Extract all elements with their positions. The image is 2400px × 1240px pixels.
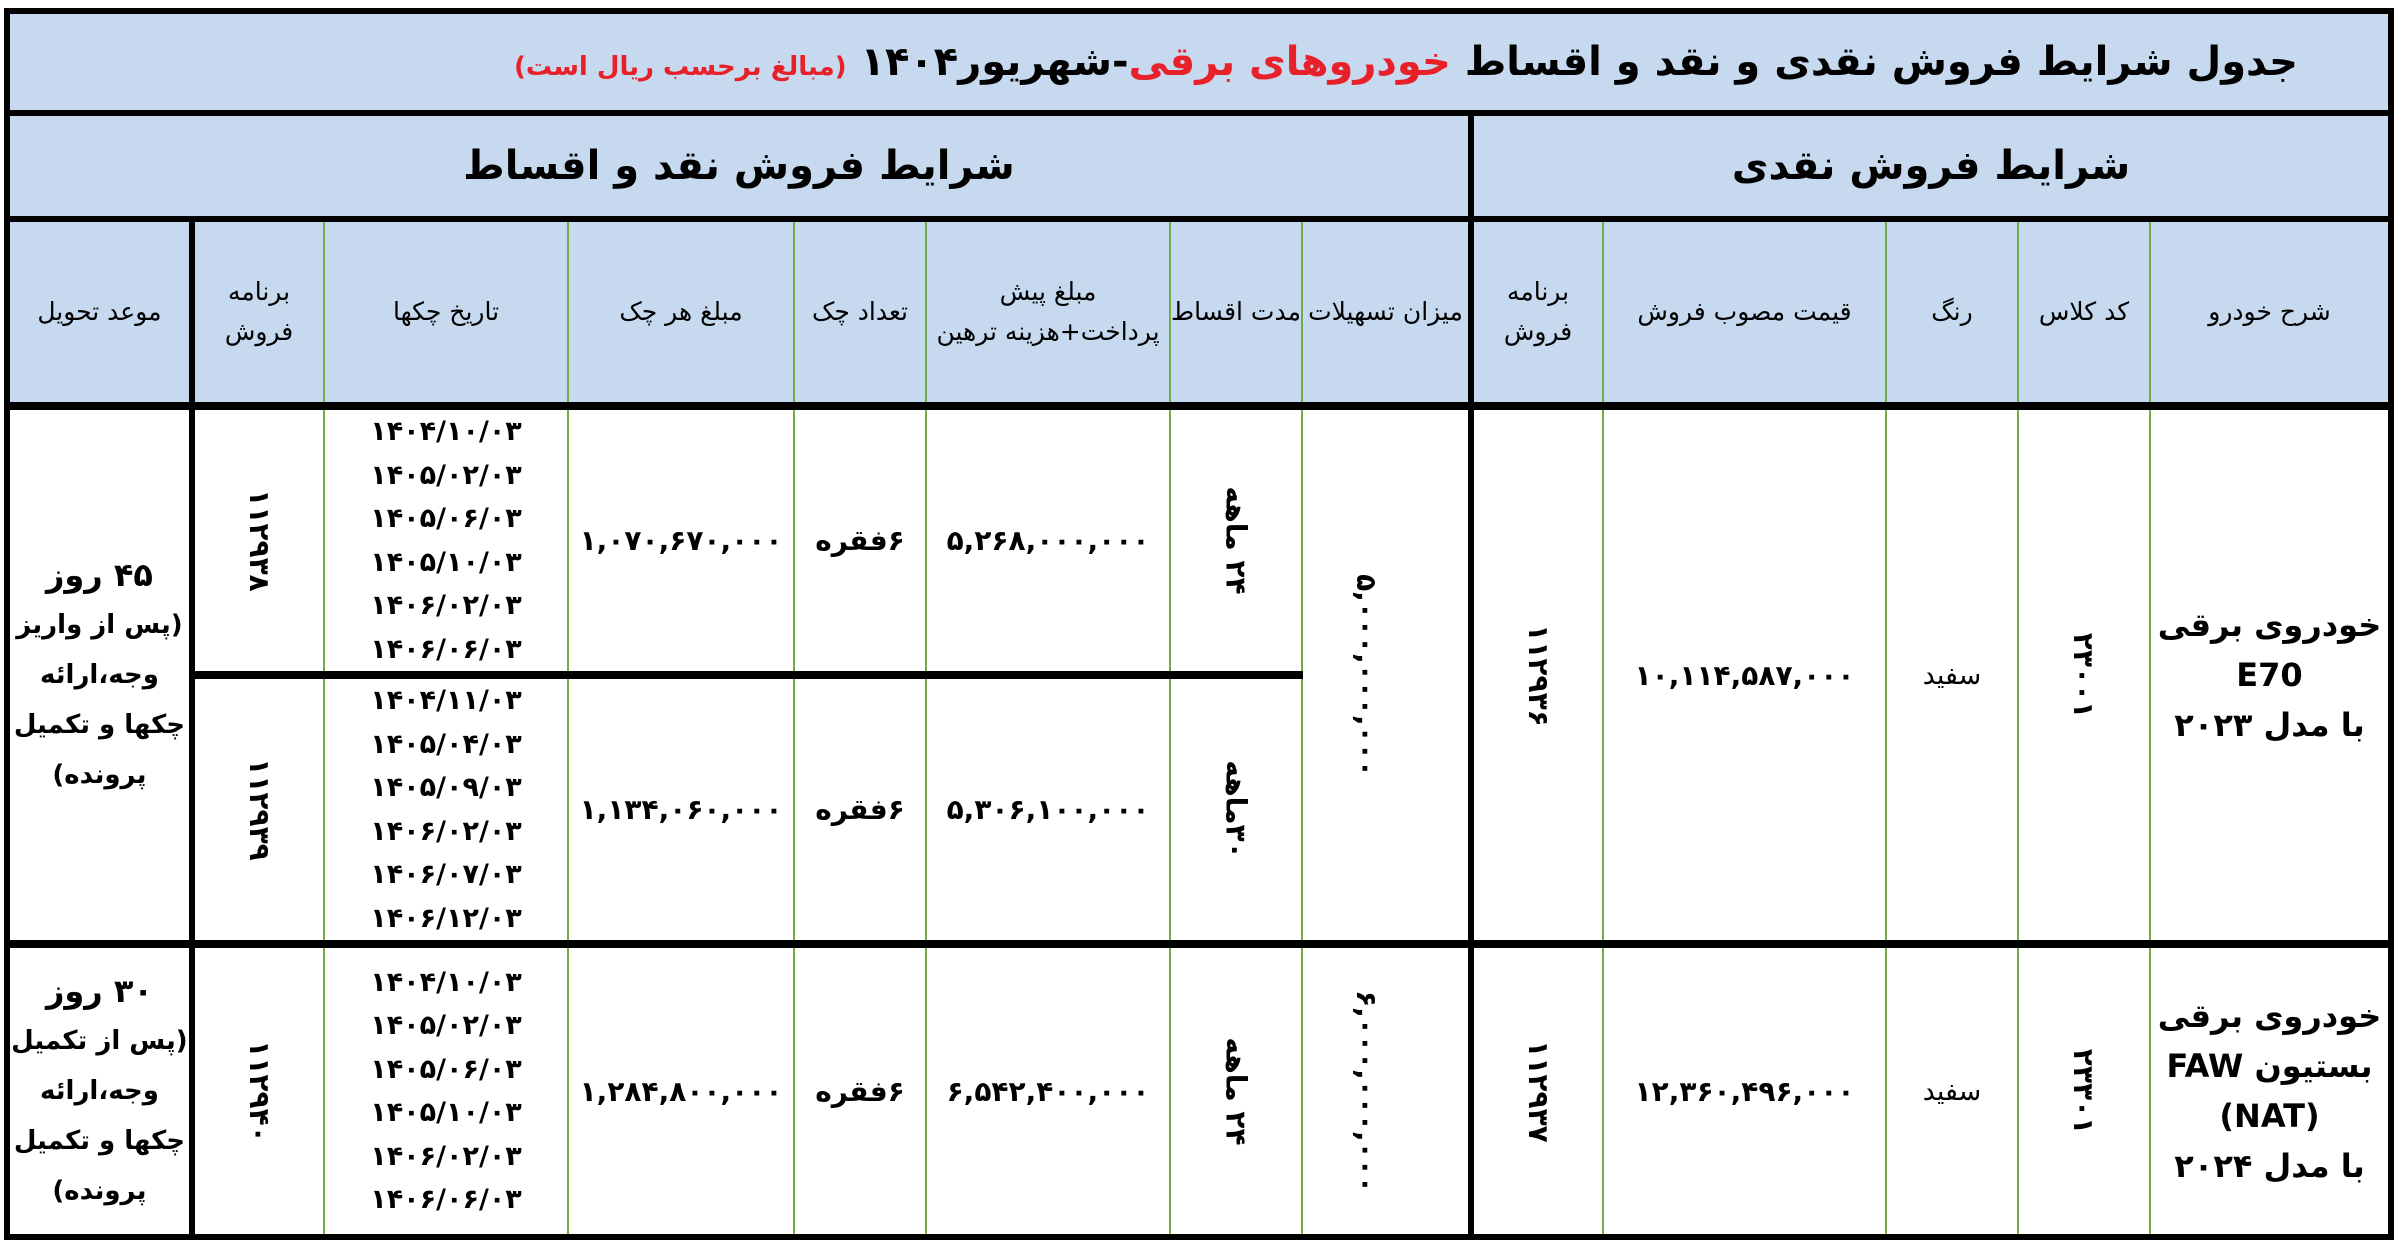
header-check-dates: تاریخ چکها	[324, 219, 568, 406]
check-date: ۱۴۰۵/۱۰/۰۳	[370, 546, 522, 578]
check-dates	[324, 944, 568, 1237]
check-date: ۱۴۰۵/۰۲/۰۳	[370, 459, 522, 491]
check-date: ۱۴۰۵/۰۶/۰۳	[370, 503, 522, 534]
desc-line: با مدل ۲۰۲۳	[2174, 706, 2365, 744]
delivery-line: پرونده)	[52, 760, 147, 790]
header-duration: مدت اقساط	[1170, 219, 1302, 406]
header-description: شرح خودرو	[2150, 219, 2391, 406]
installment-program	[192, 675, 324, 944]
check-amount: ۱,۰۷۰,۶۷۰,۰۰۰	[568, 406, 794, 675]
group-cash-header: شرایط فروش نقدی	[1471, 113, 2391, 219]
check-date: ۱۴۰۵/۰۶/۰۳	[370, 1053, 522, 1085]
delivery-line: ۳۰ روز	[45, 972, 153, 1010]
check-amount: ۱,۱۳۴,۰۶۰,۰۰۰	[568, 675, 794, 944]
currency-note: (مبالغ برحسب ریال است)	[513, 52, 847, 82]
duration	[1170, 675, 1302, 944]
prepayment: ۵,۲۶۸,۰۰۰,۰۰۰	[926, 406, 1170, 675]
price: ۱۲,۳۶۰,۴۹۶,۰۰۰	[1603, 944, 1886, 1237]
header-facility: میزان تسهیلات	[1302, 219, 1471, 406]
check-date: ۱۴۰۶/۰۲/۰۳	[370, 590, 522, 621]
price: ۱۰,۱۱۴,۵۸۷,۰۰۰	[1603, 406, 1886, 944]
delivery-line: (پس از تکمیل	[11, 1026, 188, 1056]
desc-line: خودروی برقی	[2157, 606, 2382, 644]
check-date: ۱۴۰۵/۰۲/۰۳	[370, 1010, 522, 1041]
header-price: قیمت مصوب فروش	[1603, 219, 1886, 406]
delivery-line: وجه،ارائه	[40, 660, 159, 690]
title-date: -شهریور۱۴۰۴	[860, 39, 1129, 85]
program-text: ۱۱۲۹۴۰	[242, 1039, 276, 1143]
desc-line: با مدل ۲۰۲۴	[2174, 1147, 2365, 1185]
delivery-line: چکها و تکمیل	[13, 710, 186, 740]
color: سفید	[1886, 406, 2018, 944]
header-color: رنگ	[1886, 219, 2018, 406]
facility	[1302, 944, 1471, 1237]
header-check-amount: مبلغ هر چک	[568, 219, 794, 406]
facility-text: ۵,۰۰۰,۰۰۰,۰۰۰	[1350, 573, 1384, 777]
duration-text: ۲۴ ماهه	[1219, 486, 1253, 595]
delivery	[7, 406, 192, 944]
check-count: ۶فقره	[794, 675, 926, 944]
delivery-line: ۴۵ روز	[45, 556, 153, 594]
sales-conditions-table	[4, 8, 2394, 1240]
check-date: ۱۴۰۶/۱۲/۰۳	[370, 902, 522, 934]
check-amount: ۱,۲۸۴,۸۰۰,۰۰۰	[568, 944, 794, 1237]
delivery-line: پرونده)	[52, 1176, 147, 1206]
duration-text: ۳۰ماهه	[1219, 760, 1253, 859]
prepayment: ۵,۳۰۶,۱۰۰,۰۰۰	[926, 675, 1170, 944]
duration-text: ۲۴ ماهه	[1219, 1036, 1253, 1146]
facility	[1302, 406, 1471, 944]
table-title	[7, 11, 2391, 113]
program-text: ۱۱۲۹۳۸	[242, 489, 276, 592]
check-dates	[324, 406, 568, 675]
class-code-text: ۲۳۰۰۱	[2067, 632, 2101, 718]
delivery-line: وجه،ارائه	[40, 1076, 159, 1106]
check-date: ۱۴۰۵/۰۴/۰۳	[370, 728, 522, 760]
delivery-line: چکها و تکمیل	[13, 1126, 186, 1156]
delivery	[7, 944, 192, 1237]
check-date: ۱۴۰۶/۰۲/۰۳	[370, 1140, 522, 1172]
header-delivery: موعد تحویل	[7, 219, 192, 406]
cash-program-text: ۱۱۲۹۳۷	[1521, 1039, 1555, 1143]
check-dates	[324, 675, 568, 944]
title-text: جدول شرایط فروش نقدی و نقد و اقساط	[1450, 39, 2298, 85]
car-description	[2150, 944, 2391, 1237]
header-cash-program: برنامه فروش	[1471, 219, 1603, 406]
installment-program	[192, 944, 324, 1237]
delivery-line: (پس از واریز	[16, 610, 183, 640]
color: سفید	[1886, 944, 2018, 1237]
check-date: ۱۴۰۵/۱۰/۰۳	[370, 1097, 522, 1128]
header-prepayment: مبلغ پیش پرداخت+هزینه ترهین	[926, 219, 1170, 406]
check-date: ۱۴۰۴/۱۰/۰۳	[370, 416, 522, 447]
desc-line: E70	[2236, 656, 2303, 694]
check-date: ۱۴۰۶/۰۶/۰۳	[370, 633, 522, 665]
check-count: ۶فقره	[794, 406, 926, 675]
check-date: ۱۴۰۴/۱۰/۰۳	[370, 966, 522, 998]
check-date: ۱۴۰۶/۰۷/۰۳	[370, 859, 522, 890]
prepayment: ۶,۵۴۲,۴۰۰,۰۰۰	[926, 944, 1170, 1237]
car-description	[2150, 406, 2391, 944]
program-text: ۱۱۲۹۳۹	[242, 758, 276, 861]
title-highlight: خودروهای برقی	[1128, 39, 1451, 85]
cash-program	[1471, 406, 1603, 944]
cash-program	[1471, 944, 1603, 1237]
table-row	[7, 944, 2391, 1237]
duration	[1170, 944, 1302, 1237]
desc-line: بستیون FAW	[2166, 1047, 2373, 1085]
check-count: ۶فقره	[794, 944, 926, 1237]
check-date: ۱۴۰۶/۰۶/۰۳	[370, 1184, 522, 1215]
sales-conditions-table-wrapper	[10, 8, 2394, 1240]
cash-program-text: ۱۱۲۹۳۶	[1521, 623, 1555, 727]
facility-text: ۶,۰۰۰,۰۰۰,۰۰۰	[1350, 989, 1384, 1193]
duration	[1170, 406, 1302, 675]
header-class-code: کد کلاس	[2018, 219, 2150, 406]
desc-line: (NAT)	[2219, 1097, 2320, 1135]
header-installment-program: برنامه فروش	[192, 219, 324, 406]
check-date: ۱۴۰۵/۰۹/۰۳	[370, 772, 522, 803]
class-code	[2018, 406, 2150, 944]
table-row	[7, 406, 2391, 675]
check-date: ۱۴۰۴/۱۱/۰۳	[370, 685, 522, 716]
class-code-text: ۲۳۳۰۱	[2067, 1048, 2101, 1134]
check-date: ۱۴۰۶/۰۲/۰۳	[370, 815, 522, 847]
class-code	[2018, 944, 2150, 1237]
desc-line: خودروی برقی	[2157, 997, 2382, 1035]
group-installment-header: شرایط فروش نقد و اقساط	[7, 113, 1471, 219]
installment-program	[192, 406, 324, 675]
header-check-count: تعداد چک	[794, 219, 926, 406]
